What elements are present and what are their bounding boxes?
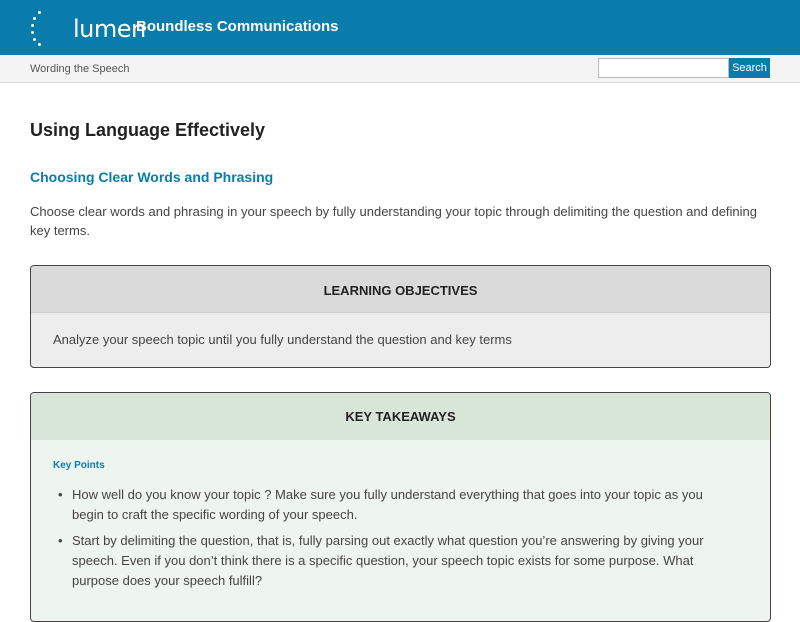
logo-text: lumen — [73, 15, 146, 43]
learning-objectives-text: Analyze your speech topic until you fully understand the question and key terms — [53, 332, 512, 347]
page-title: Using Language Effectively — [30, 120, 266, 140]
intro-paragraph: Choose clear words and phrasing in your speech by fully understanding your topic through delimiting the question and defining key terms. — [30, 204, 758, 238]
key-takeaways-heading: KEY TAKEAWAYS — [31, 393, 770, 440]
list-item: • Start by delimiting the question, that is, fully parsing out exactly what question you’re answering by giving your speech. Even if you don’t think there is a specific question, your speech topic exists for some purpose. What purpose does your speech fulfill? — [72, 531, 732, 591]
learning-objectives-heading: LEARNING OBJECTIVES — [31, 266, 770, 313]
learning-objectives-box — [30, 265, 771, 368]
section-title: Choosing Clear Words and Phrasing — [30, 169, 274, 185]
sub-header — [0, 55, 800, 83]
search-input[interactable] — [598, 58, 729, 78]
key-points-label: Key Points — [53, 460, 105, 471]
search-button[interactable]: Search — [729, 58, 770, 78]
breadcrumb[interactable]: Wording the Speech — [30, 63, 130, 75]
key-points-list — [72, 485, 732, 597]
top-header — [0, 0, 800, 55]
key-takeaways-box — [30, 392, 771, 622]
course-title[interactable]: Boundless Communications — [136, 18, 339, 35]
list-item: • How well do you know your topic ? Make sure you fully understand everything that goes into your topic as you begin to craft the specific wording of your speech. — [72, 485, 732, 525]
lumen-logo[interactable] — [30, 8, 146, 48]
